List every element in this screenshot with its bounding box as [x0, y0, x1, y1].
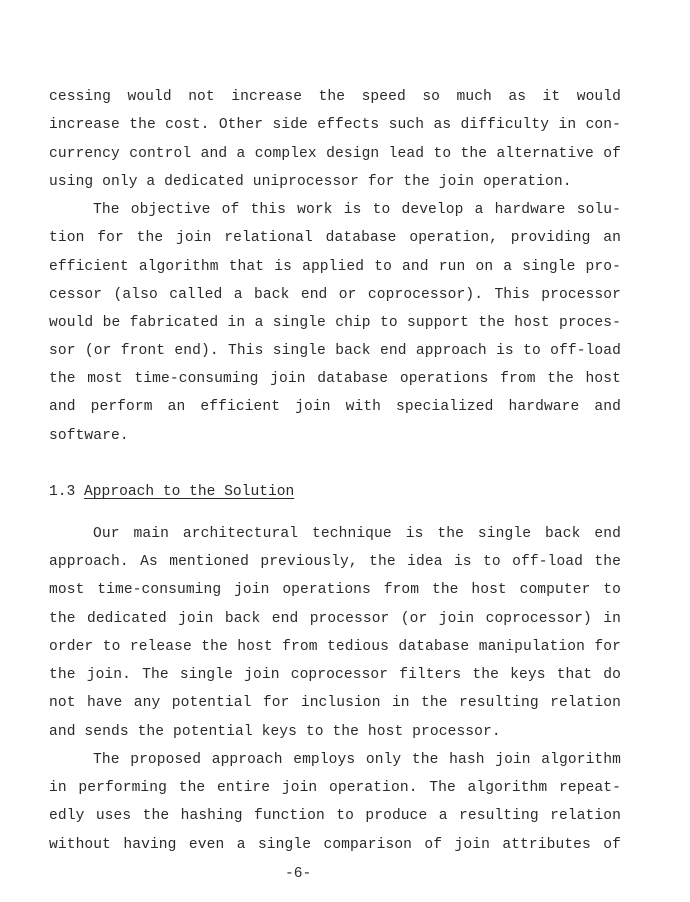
page-number: -6-: [285, 866, 312, 882]
body-text-line: edly uses the hashing function to produce a resulting relation: [49, 808, 621, 824]
body-text-line: and sends the potential keys to the host processor.: [49, 724, 501, 740]
body-text-line: and perform an efficient join with specialized hardware and: [49, 399, 621, 415]
body-text-line: The objective of this work is to develop a hardware solu-: [93, 202, 621, 218]
body-text-line: approach. As mentioned previously, the idea is to off-load the: [49, 554, 621, 570]
body-text-line: in performing the entire join operation. The algorithm repeat-: [49, 780, 621, 796]
body-text-line: sor (or front end). This single back end approach is to off-load: [49, 343, 621, 359]
section-title: Approach to the Solution: [84, 484, 295, 500]
body-text-line: tion for the join relational database operation, providing an: [49, 230, 621, 246]
body-text-line: efficient algorithm that is applied to and run on a single pro-: [49, 259, 621, 275]
section-number: 1.3: [49, 484, 76, 500]
body-text-line: not have any potential for inclusion in the resulting relation: [49, 695, 621, 711]
body-text-line: the join. The single join coprocessor filters the keys that do: [49, 667, 621, 683]
body-text-line: most time-consuming join operations from the host computer to: [49, 582, 621, 598]
body-text-line: cessor (also called a back end or coprocessor). This processor: [49, 287, 621, 303]
body-text-line: Our main architectural technique is the single back end: [93, 526, 621, 542]
body-text-line: the dedicated join back end processor (or join coprocessor) in: [49, 611, 621, 627]
body-text-line: without having even a single comparison of join attributes of: [49, 837, 621, 853]
section-heading: [49, 483, 294, 501]
body-text-line: using only a dedicated uniprocessor for the join operation.: [49, 174, 572, 190]
body-text-line: would be fabricated in a single chip to support the host proces-: [49, 315, 621, 331]
body-text-line: order to release the host from tedious database manipulation for: [49, 639, 621, 655]
body-text-line: currency control and a complex design lead to the alternative of: [49, 146, 621, 162]
body-text-line: the most time-consuming join database operations from the host: [49, 371, 621, 387]
body-text-line: increase the cost. Other side effects such as difficulty in con-: [49, 117, 621, 133]
body-text-line: cessing would not increase the speed so much as it would: [49, 89, 621, 105]
body-text-line: software.: [49, 428, 129, 444]
body-text-line: The proposed approach employs only the hash join algorithm: [93, 752, 621, 768]
